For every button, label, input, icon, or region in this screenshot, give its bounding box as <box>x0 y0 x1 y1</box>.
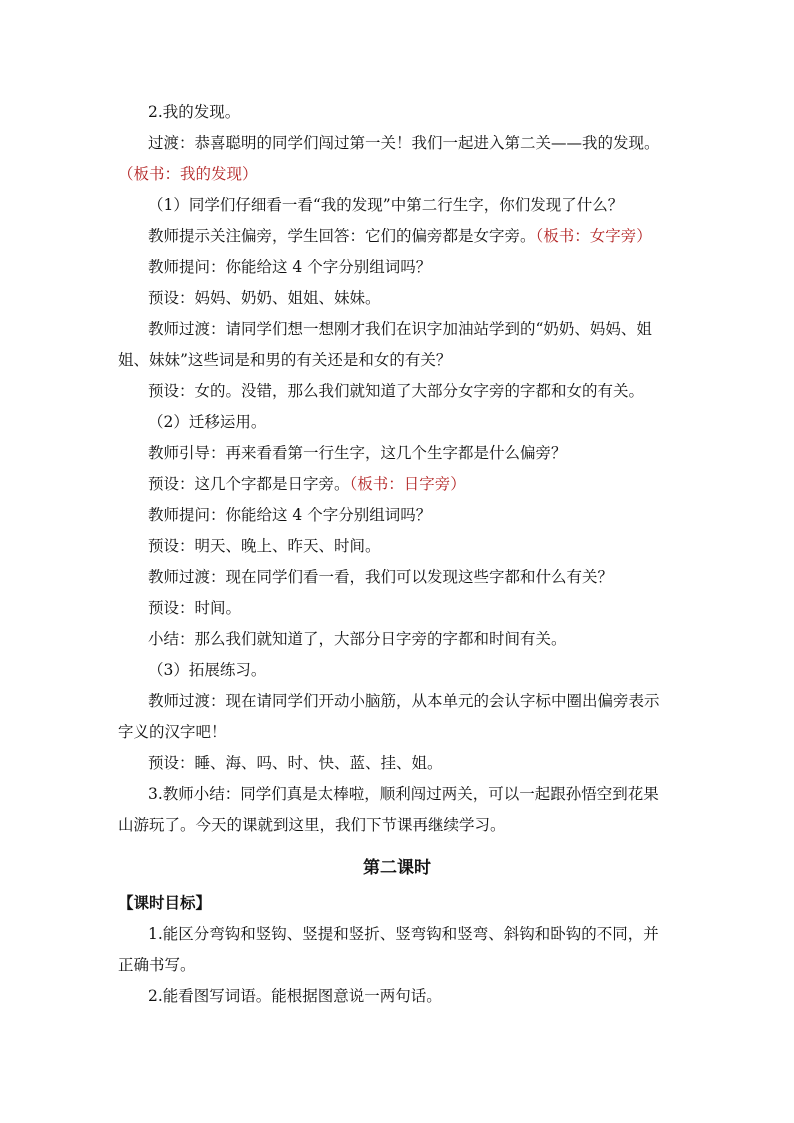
board-note-sun-radical: （板书：日字旁） <box>349 475 466 493</box>
goal-1b: 正确书写。 <box>118 956 196 974</box>
section-2-title: 2.我的发现。 <box>148 103 241 121</box>
goal-2: 2.能看图写词语。能根据图意说一两句话。 <box>148 987 442 1005</box>
lesson-2-heading: 第二课时 <box>363 858 431 878</box>
teacher-transition-4a: 教师过渡：现在请同学们开动小脑筋，从本单元的会认字标中圈出偏旁表示 <box>148 692 660 710</box>
teacher-guide: 教师引导：再来看看第一行生字，这几个生字都是什么偏旁？ <box>148 444 567 462</box>
teacher-transition-4b: 字义的汉字吧！ <box>118 723 227 741</box>
teacher-transition-2a: 教师过渡：请同学们想一想刚才我们在识字加油站学到的“奶奶、妈妈、姐 <box>148 320 652 338</box>
section-3-line1: 3.教师小结：同学们真是太棒啦，顺利闯过两关，可以一起跟孙悟空到花果 <box>148 785 659 803</box>
preset-3: 预设：这几个字都是日字旁。 <box>148 475 350 493</box>
summary: 小结：那么我们就知道了，大部分日字旁的字都和时间有关。 <box>148 630 567 648</box>
preset-3-line <box>148 474 708 494</box>
teacher-hint <box>148 226 708 246</box>
preset-5: 预设：时间。 <box>148 599 242 617</box>
teacher-question-1: 教师提问：你能给这 4 个字分别组词吗？ <box>148 258 432 276</box>
preset-2: 预设：女的。没错，那么我们就知道了大部分女字旁的字都和女的有关。 <box>148 382 645 400</box>
board-note-my-discovery: （板书：我的发现） <box>118 165 258 183</box>
question-3: （3）拓展练习。 <box>148 661 267 679</box>
transition-text: 过渡：恭喜聪明的同学们闯过第一关！我们一起进入第二关——我的发现。 <box>148 134 660 152</box>
teacher-question-2: 教师提问：你能给这 4 个字分别组词吗？ <box>148 506 432 524</box>
goal-1a: 1.能区分弯钩和竖钩、竖提和竖折、竖弯钩和竖弯、斜钩和卧钩的不同，并 <box>148 925 659 943</box>
question-1: （1）同学们仔细看一看“我的发现”中第二行生字，你们发现了什么？ <box>148 196 624 214</box>
teacher-transition-2b: 姐、妹妹”这些词是和男的有关还是和女的有关？ <box>118 351 452 369</box>
preset-6: 预设：睡、海、吗、时、快、蓝、挂、姐。 <box>148 754 443 772</box>
lesson-goals-label: 【课时目标】 <box>118 893 212 912</box>
board-note-female-radical: （板书：女字旁） <box>535 227 652 245</box>
section-3-line2: 山游玩了。今天的课就到这里，我们下节课再继续学习。 <box>118 816 506 834</box>
hint-text: 教师提示关注偏旁，学生回答：它们的偏旁都是女字旁。 <box>148 227 536 245</box>
preset-4: 预设：明天、晚上、昨天、时间。 <box>148 537 381 555</box>
question-2: （2）迁移运用。 <box>148 413 267 431</box>
teacher-transition-3: 教师过渡：现在同学们看一看，我们可以发现这些字都和什么有关？ <box>148 568 614 586</box>
preset-1: 预设：妈妈、奶奶、姐姐、妹妹。 <box>148 289 381 307</box>
